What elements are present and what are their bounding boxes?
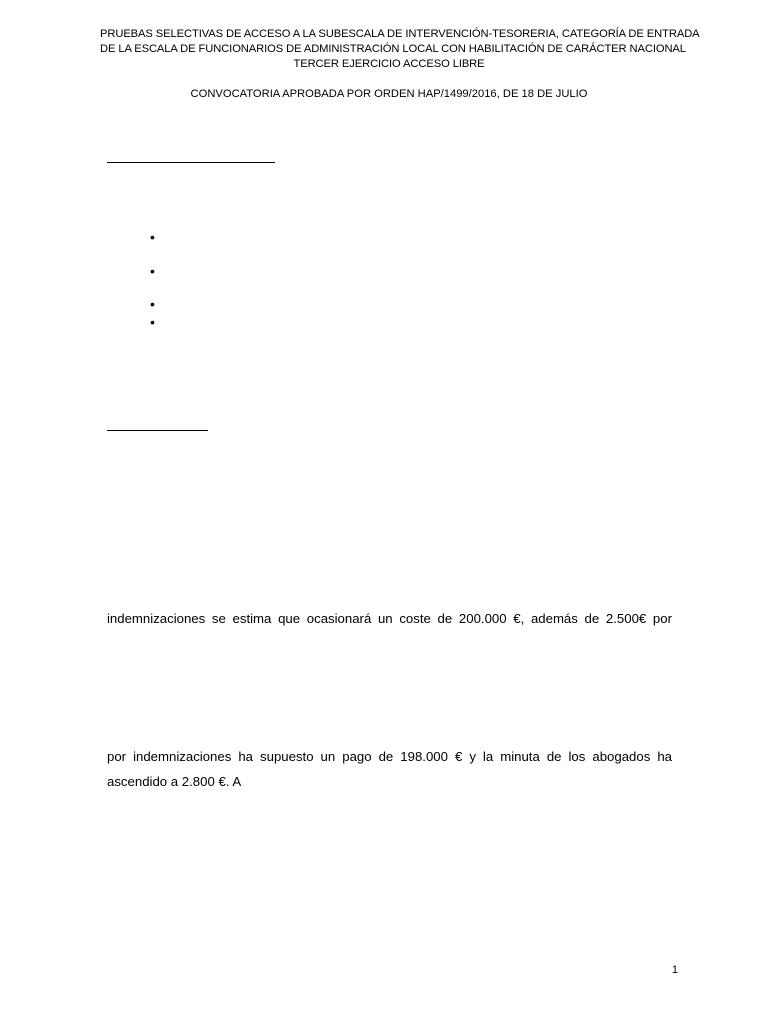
paragraph-2 [107, 744, 672, 794]
document-header [100, 27, 700, 72]
bullet-4: • [150, 314, 155, 330]
paragraph-1 [107, 606, 672, 631]
paragraph-2-line-1: por indemnizaciones ha supuesto un pago de 198.000 € y la minuta de los abogados ha [107, 749, 672, 764]
header-line-1: PRUEBAS SELECTIVAS DE ACCESO A LA SUBESCALA DE INTERVENCIÓN-TESORERIA, CATEGORÍA DE ENTRADA [100, 28, 700, 40]
header-line-2: DE LA ESCALA DE FUNCIONARIOS DE ADMINISTRACIÓN LOCAL CON HABILITACIÓN DE CARÁCTER NACIONAL [100, 43, 686, 55]
bullet-1: • [150, 229, 155, 245]
section-heading-underline-1 [107, 162, 275, 163]
bullet-2: • [150, 263, 155, 279]
section-heading-underline-2 [107, 430, 208, 431]
page-number: 1 [671, 964, 678, 976]
convocatoria-line: CONVOCATORIA APROBADA POR ORDEN HAP/1499/2016, DE 18 DE JULIO [190, 88, 588, 100]
header-line-3: TERCER EJERCICIO ACCESO LIBRE [293, 58, 485, 70]
paragraph-1-line-1: indemnizaciones se estima que ocasionará un coste de 200.000 €, además de 2.500€ por [107, 611, 672, 626]
paragraph-2-line-2: ascendido a 2.800 €. A [107, 774, 242, 789]
bullet-3: • [150, 296, 155, 312]
